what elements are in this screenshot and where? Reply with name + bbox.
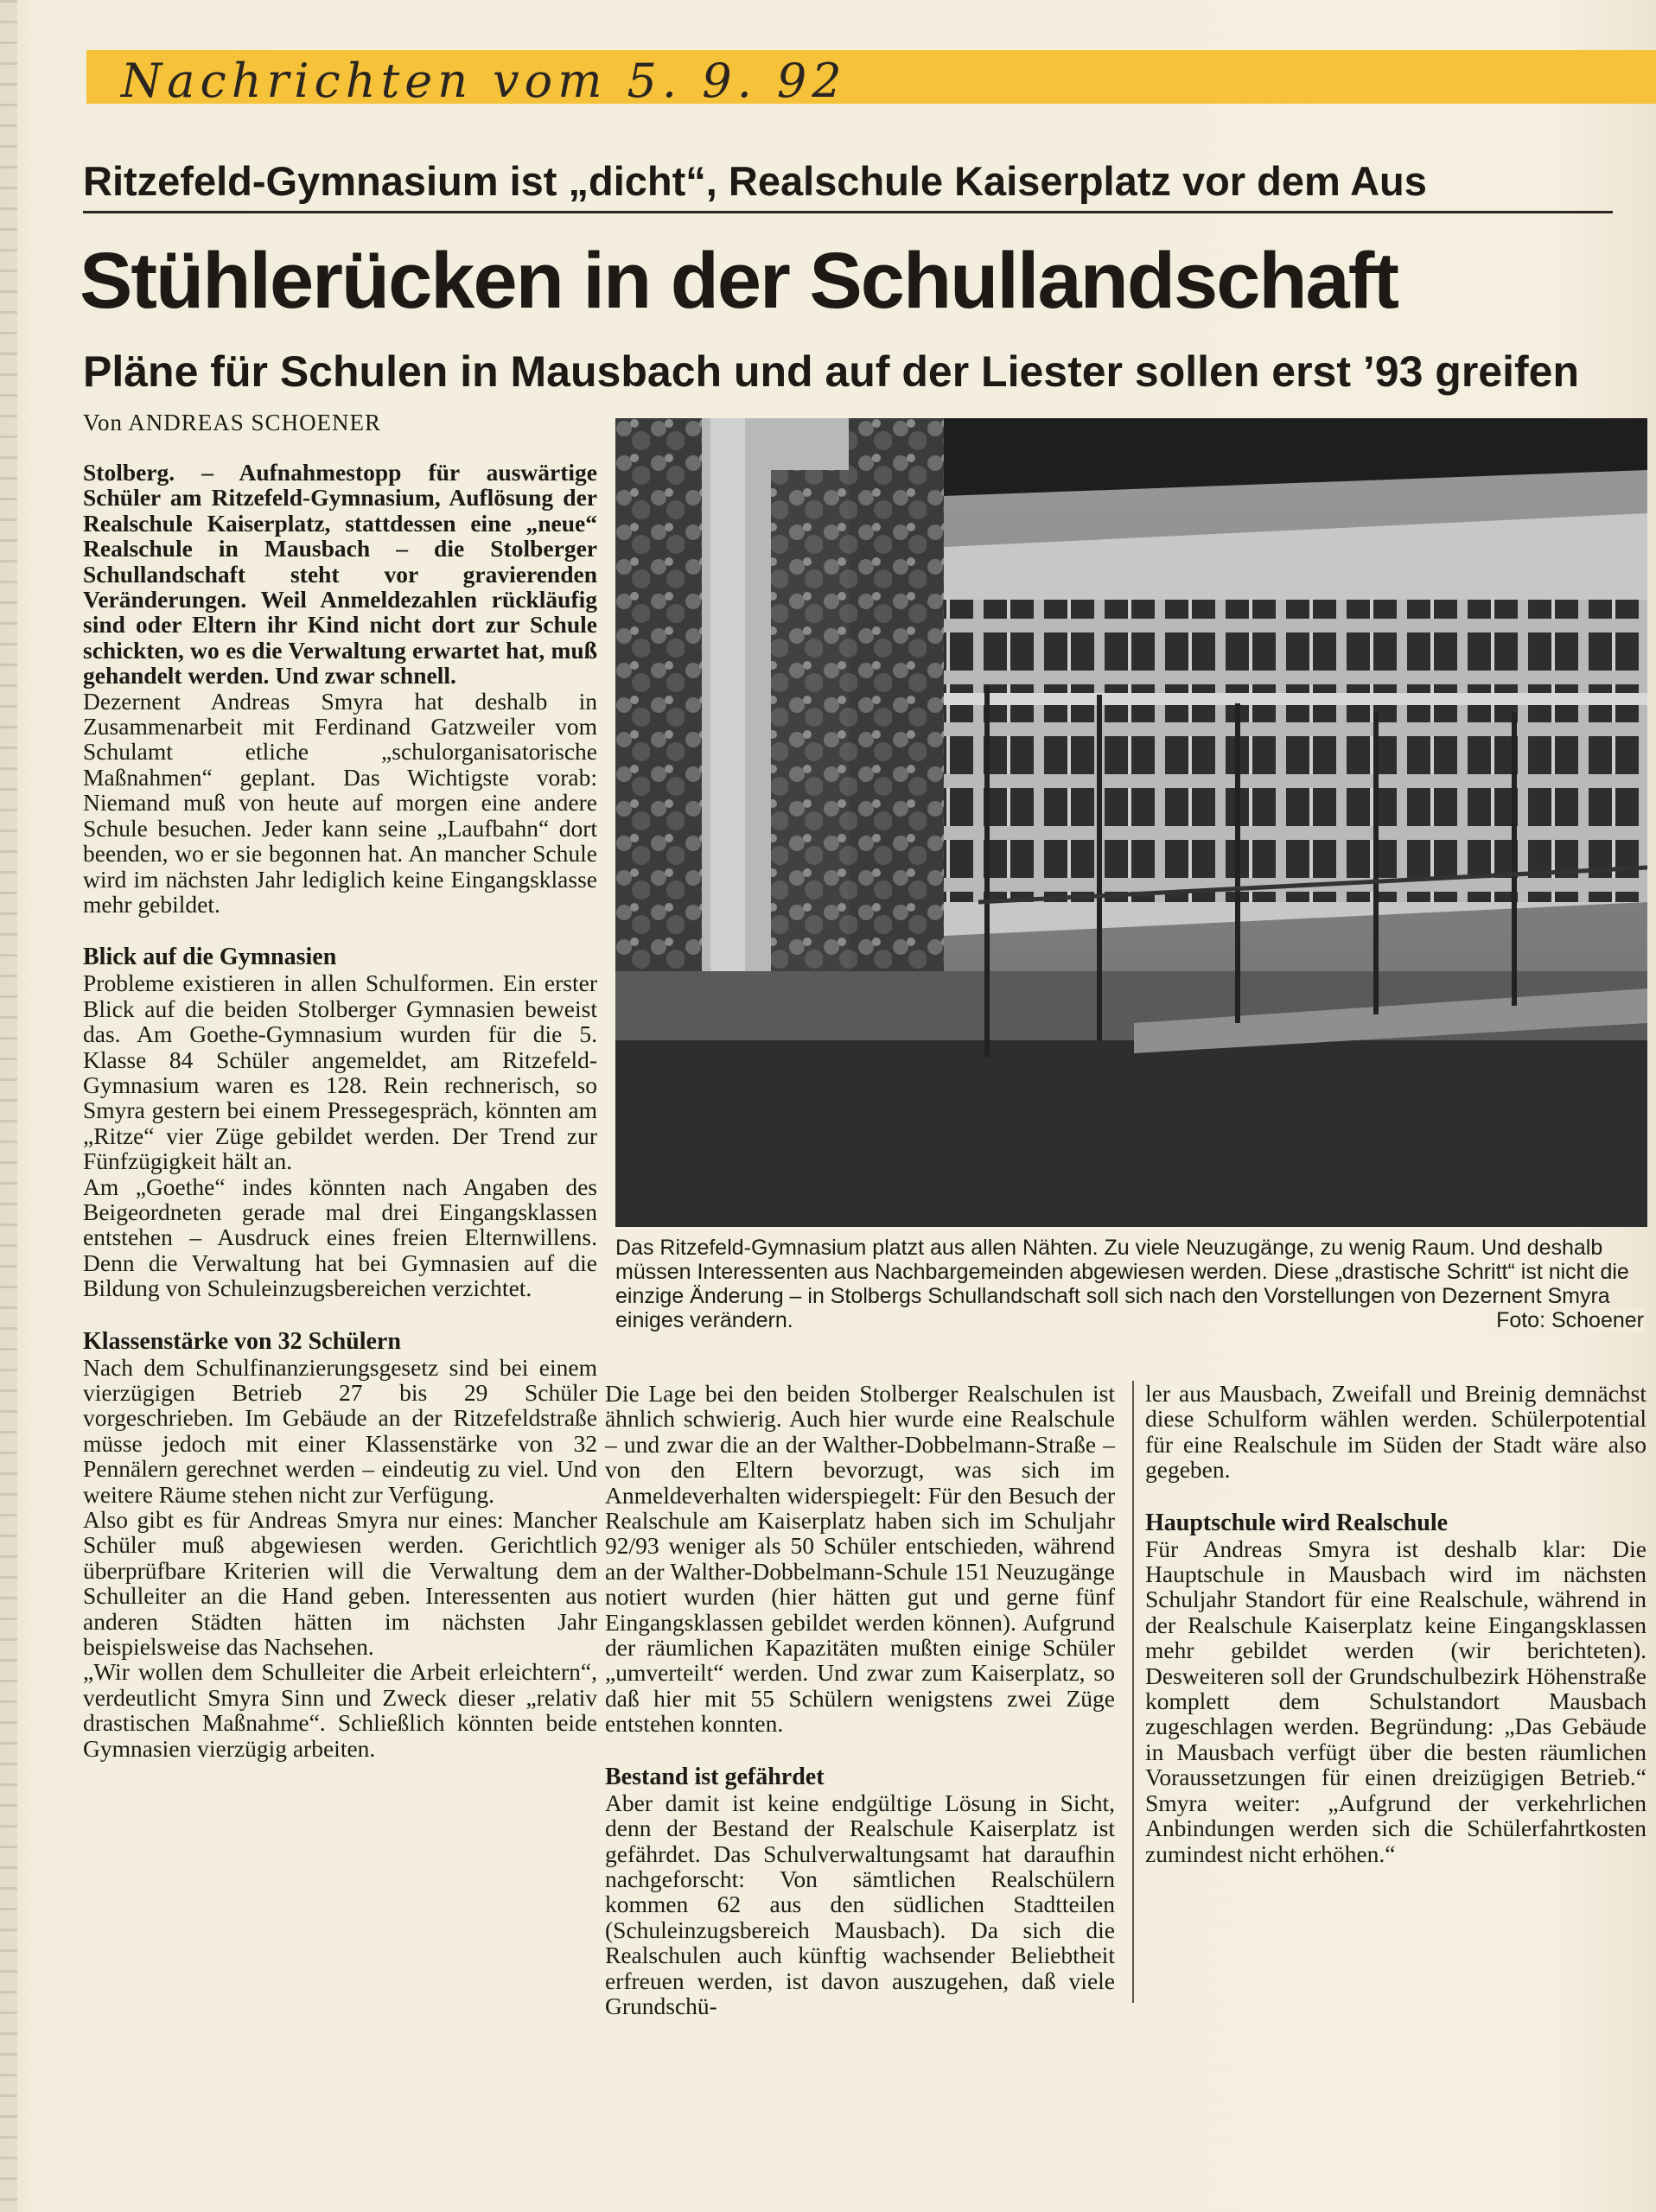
- handwritten-note: Nachrichten vom 5. 9. 92: [121, 54, 847, 108]
- paragraph: Also gibt es für Andreas Smyra nur eines: Mancher Schüler muß abgewiesen werden. Gerichtlich überprüfbare Kriterien will die Verwaltung dem Schulleiter an die Hand geben. Interessenten aus anderen Städten hätten im nächsten Jahr beispielsweise das Nachsehen.: [83, 1506, 597, 1661]
- article-kicker: Ritzefeld-Gymnasium ist „dicht“, Realschule Kaiserplatz vor dem Aus: [83, 158, 1427, 204]
- photo-credit: Foto: Schoener: [1489, 1308, 1644, 1332]
- paragraph: Die Lage bei den beiden Stolberger Realschulen ist ähnlich schwierig. Auch hier wurde eine Realschule – und zwar die an der Walther-Dobbelmann-Straße – von den Eltern bevorzugt, was sich im Anmeldeverhalten widerspiegelt: Für den Besuch der Realschule am Kaiserplatz haben sich im Schuljahr 92/93 weniger als 50 Schüler entschieden, während an der Walther-Dobbelmann-Schule 151 Neuzugänge notiert wurden (hier hätten gut und gerne fünf Eingangsklassen gebildet werden können). Aufgrund der räumlichen Kapazitäten mußten einige Schüler „umverteilt“ werden. Und zwar zum Kaiserplatz, so daß hier mit 55 Schülern wenigstens zwei Züge entstehen konnten.: [605, 1380, 1115, 1738]
- section-heading: Blick auf die Gymnasien: [83, 944, 337, 971]
- article-photo: [615, 418, 1647, 1227]
- binder-edge: [0, 0, 17, 2212]
- paragraph: ler aus Mausbach, Zweifall und Breinig demnächst diese Schulform wählen werden. Schülerpotential für eine Realschule im Süden der Stadt wäre also gegeben.: [1145, 1380, 1646, 1484]
- section-heading: Klassenstärke von 32 Schülern: [83, 1327, 401, 1355]
- article-byline: Von ANDREAS SCHOENER: [83, 410, 382, 435]
- caption-text: Das Ritzefeld-Gymnasium platzt aus allen Nähten. Zu viele Neuzugänge, zu wenig Raum. Und deshalb müssen Interessenten aus Nachbargemeinden abgewiesen werden. Diese „drastische Schritt“ ist nicht die einzige Änderung – in Stolbergs Schullandschaft soll sich nach den Vorstellungen von Dezernent Smyra einiges verändern.: [615, 1236, 1629, 1332]
- kicker-rule: [83, 211, 1613, 213]
- paragraph: Nach dem Schulfinanzierungsgesetz sind bei einem vierzügigen Betrieb 27 bis 29 Schüler vorgeschrieben. Im Gebäude an der Ritzefeldstraße müsse jedoch mit einer Klassenstärke von 32 Pennälern gerechnet werden – eindeutig zu viel. Und weitere Räume stehen nicht zur Verfügung.: [83, 1353, 597, 1508]
- article-headline: Stühlerücken in der Schullandschaft: [80, 237, 1398, 325]
- paragraph: Probleme existieren in allen Schulformen. Ein erster Blick auf die beiden Stolberger Gymnasien beweist das. Am Goethe-Gymnasium wurden für die 5. Klasse 84 Schüler angemeldet, am Ritzefeld-Gymnasium waren es 128. Rein rechnerisch, so Smyra gestern bei einem Pressegespräch, könnten am „Ritze“ vier Züge gebildet werden. Der Trend zur Fünfzügigkeit hält an.: [83, 969, 597, 1175]
- paragraph: Dezernent Andreas Smyra hat deshalb in Zusammenarbeit mit Ferdinand Gatzweiler vom Schulamt etliche „schulorganisatorische Maßnahmen“ geplant. Das Wichtigste vorab: Niemand muß von heute auf morgen eine andere Schule besuchen. Jeder kann seine „Laufbahn“ dort beenden, wo er sie begonnen hat. An mancher Schule wird im nächsten Jahr lediglich keine Eingangsklasse mehr gebildet.: [83, 687, 597, 918]
- article-subheadline: Pläne für Schulen in Mausbach und auf der Liester sollen erst ’93 greifen: [83, 347, 1579, 396]
- text-column-1: [83, 460, 597, 1761]
- photo-caption: [615, 1236, 1647, 1332]
- column-rule: [1132, 1381, 1134, 2003]
- paragraph: Für Andreas Smyra ist deshalb klar: Die Hauptschule in Mausbach wird im nächsten Schuljahr Standort für eine Realschule, während in der Realschule Kaiserplatz keine Eingangsklassen mehr gebildet werden (wir berichteten). Desweiteren soll der Grundschulbezirk Höhenstraße komplett dem Schulstandort Mausbach zugeschlagen werden. Begründung: „Das Gebäude in Mausbach verfügt über die besten räumlichen Voraussetzungen für einen dreizügigen Betrieb.“ Smyra weiter: „Aufgrund der verkehrlichen Anbindungen werden sich die Schülerfahrtkosten zumindest nicht erhöhen.“: [1145, 1535, 1646, 1867]
- section-heading: Hauptschule wird Realschule: [1145, 1509, 1449, 1536]
- paragraph: Aber damit ist keine endgültige Lösung in Sicht, denn der Bestand der Realschule Kaiserplatz ist gefährdet. Das Schulverwaltungsamt hat daraufhin nachgeforscht: Von sämtlichen Realschülern kommen 62 aus den südlichen Stadtteilen (Schuleinzugsbereich Mausbach). Da sich die Realschulen auch künftig wachsender Beliebtheit erfreuen werden, ist davon auszugehen, daß viele Grundschü-: [605, 1789, 1115, 2019]
- text-column-2: [605, 1381, 1115, 2018]
- section-heading: Bestand ist gefährdet: [605, 1763, 825, 1790]
- paragraph: Am „Goethe“ indes könnten nach Angaben des Beigeordneten gerade mal drei Eingangsklassen entstehen – Ausdruck eines freien Elternwillens. Denn die Verwaltung hat bei Gymnasien auf die Bildung von Schuleinzugsbereichen verzichtet.: [83, 1173, 597, 1302]
- lead-paragraph: Stolberg. – Aufnahmestopp für auswärtige Schüler am Ritzefeld-Gymnasium, Auflösung der Realschule Kaiserplatz, stattdessen eine „neue“ Realschule in Mausbach – die Stolberger Schullandschaft steht vor gravierenden Veränderungen. Weil Anmeldezahlen rückläufig sind oder Eltern ihr Kind nicht dort zur Schule schickten, wo es die Verwaltung erwartet hat, muß gehandelt werden. Und zwar schnell.: [83, 459, 597, 690]
- text-column-3: [1145, 1381, 1646, 1866]
- paragraph: „Wir wollen dem Schulleiter die Arbeit erleichtern“, verdeutlicht Smyra Sinn und Zweck dieser „relativ drastischen Maßnahme“. Schließlich könnten beide Gymnasien vierzügig arbeiten.: [83, 1658, 597, 1762]
